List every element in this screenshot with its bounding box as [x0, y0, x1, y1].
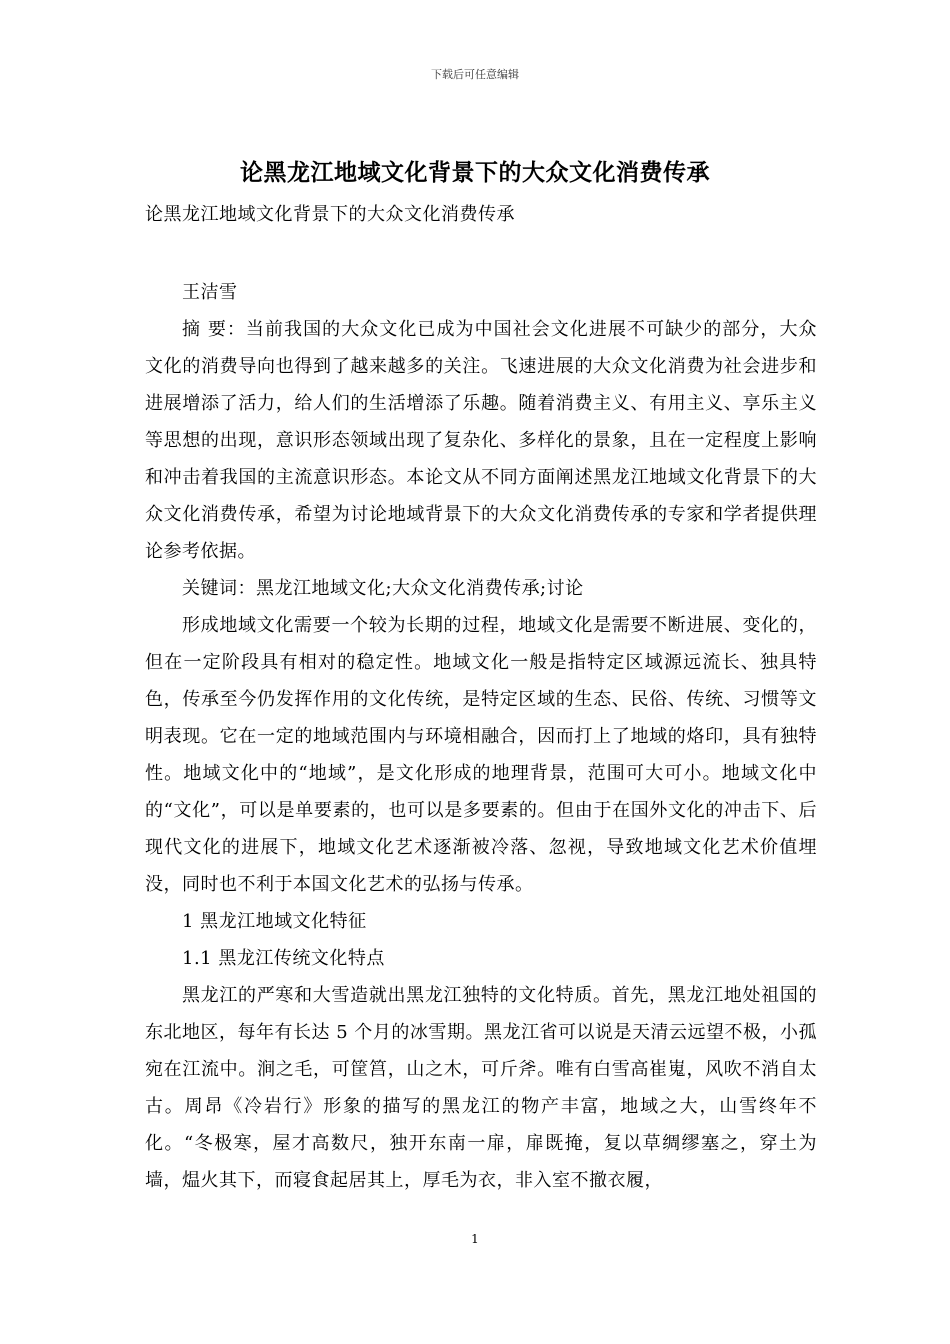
document-body — [145, 274, 817, 1199]
document-title: 论黑龙江地域文化背景下的大众文化消费传承 — [240, 159, 710, 186]
abstract-paragraph: 摘 要：当前我国的大众文化已成为中国社会文化进展不可缺少的部分，大众文化的消费导向也得到了越来越多的关注。飞速进展的大众文化消费为社会进步和进展增添了活力，给人们的生活增添了乐趣。随着消费主义、有用主义、享乐主义等思想的出现，意识形态领域出现了复杂化、多样化的景象，且在一定程度上影响和冲击着我国的主流意识形态。本论文从不同方面阐述黑龙江地域文化背景下的大众文化消费传承，希望为讨论地域背景下的大众文化消费传承的专家和学者提供理论参考依据。 — [145, 319, 817, 562]
section-1-heading: 1 黑龙江地域文化特征 — [182, 911, 367, 932]
intro-paragraph: 形成地域文化需要一个较为长期的过程，地域文化是需要不断进展、变化的，但在一定阶段具有相对的稳定性。地域文化一般是指特定区域源远流长、独具特色，传承至今仍发挥作用的文化传统，是特定区域的生态、民俗、传统、习惯等文明表现。它在一定的地域范围内与环境相融合，因而打上了地域的烙印，具有独特性。地域文化中的“地域”，是文化形成的地理背景，范围可大可小。地域文化中的“文化”，可以是单要素的，也可以是多要素的。但由于在国外文化的冲击下、后现代文化的进展下，地域文化艺术逐渐被冷落、忽视，导致地域文化艺术价值埋没，同时也不利于本国文化艺术的弘扬与传承。 — [145, 615, 817, 895]
page-number: 1 — [471, 1232, 479, 1246]
author-name: 王洁雪 — [182, 282, 238, 303]
keywords-line: 关键词：黑龙江地域文化;大众文化消费传承;讨论 — [182, 578, 584, 599]
header-note: 下载后可任意编辑 — [431, 68, 519, 81]
section-1-1-heading: 1.1 黑龙江传统文化特点 — [182, 948, 385, 969]
section-1-1-paragraph: 黑龙江的严寒和大雪造就出黑龙江独特的文化特质。首先，黑龙江地处祖国的东北地区，每年有长达 5 个月的冰雪期。黑龙江省可以说是天清云远望不极，小孤宛在江流中。涧之毛，可筐筥，山之木，可斤斧。唯有白雪高崔嵬，风吹不消自太古。周昂《冷岩行》形象的描写的黑龙江的物产丰富，地域之大，山雪终年不化。“冬极寒，屋才高数尺，独开东南一扉，扉既掩，复以草绸缪塞之，穿土为墙，煴火其下，而寝食起居其上，厚毛为衣，非入室不撤衣履， — [145, 985, 817, 1191]
document-subtitle: 论黑龙江地域文化背景下的大众文化消费传承 — [145, 204, 515, 225]
